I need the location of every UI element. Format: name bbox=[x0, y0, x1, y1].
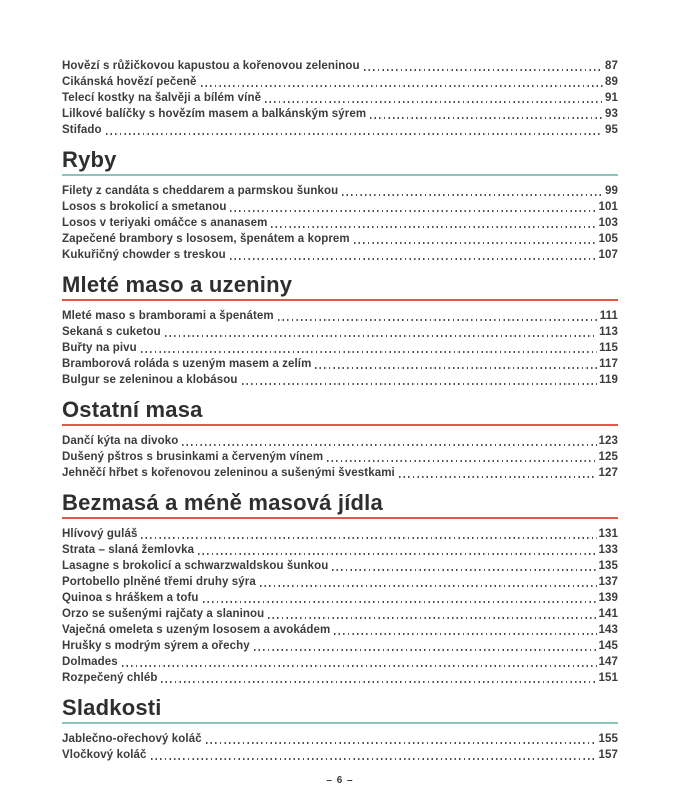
toc-section bbox=[62, 696, 618, 763]
entry-title: Hlívový guláš bbox=[62, 528, 138, 540]
toc-entry bbox=[62, 465, 618, 481]
entry-title: Hovězí s růžičkovou kapustou a kořenovou zeleninou bbox=[62, 60, 360, 72]
dot-leader bbox=[278, 319, 598, 321]
entry-page-number: 105 bbox=[598, 233, 618, 245]
toc-entry bbox=[62, 356, 618, 372]
entry-page-number: 135 bbox=[598, 560, 618, 572]
entry-page-number: 139 bbox=[598, 592, 618, 604]
section-underline bbox=[62, 424, 618, 426]
toc-sections bbox=[62, 58, 618, 763]
entry-title: Dušený pštros s brusinkami a červeným vínem bbox=[62, 451, 324, 463]
entry-page-number: 147 bbox=[598, 656, 618, 668]
entry-title: Lilkové balíčky s hovězím masem a balkánským sýrem bbox=[62, 108, 367, 120]
entry-page-number: 143 bbox=[598, 624, 618, 636]
entry-title: Strata – slaná žemlovka bbox=[62, 544, 195, 556]
dot-leader bbox=[265, 101, 603, 103]
entry-page-number: 101 bbox=[598, 201, 618, 213]
toc-entry bbox=[62, 558, 618, 574]
dot-leader bbox=[182, 444, 596, 446]
entry-title: Vločkový koláč bbox=[62, 749, 147, 761]
entry-page-number: 99 bbox=[605, 185, 618, 197]
dot-leader bbox=[268, 617, 596, 619]
toc-entry bbox=[62, 433, 618, 449]
entry-page-number: 113 bbox=[599, 326, 618, 338]
section-heading: Ostatní masa bbox=[62, 397, 203, 422]
entry-page-number: 107 bbox=[598, 249, 618, 261]
entry-page-number: 125 bbox=[598, 451, 618, 463]
entry-title: Dančí kýta na divoko bbox=[62, 435, 179, 447]
dot-leader bbox=[254, 649, 597, 651]
toc-entry bbox=[62, 90, 618, 106]
entry-title: Lasagne s brokolicí a schwarzwaldskou šunkou bbox=[62, 560, 329, 572]
dot-leader bbox=[106, 133, 603, 135]
entry-title: Telecí kostky na šalvěji a bílém víně bbox=[62, 92, 262, 104]
entry-page-number: 87 bbox=[605, 60, 618, 72]
dot-leader bbox=[165, 335, 597, 337]
toc-entry bbox=[62, 340, 618, 356]
entry-page-number: 131 bbox=[598, 528, 618, 540]
toc-entry bbox=[62, 183, 618, 199]
dot-leader bbox=[271, 226, 596, 228]
toc-entry bbox=[62, 308, 618, 324]
entry-page-number: 111 bbox=[599, 310, 618, 322]
toc-entry bbox=[62, 670, 618, 686]
section-heading: Ryby bbox=[62, 147, 117, 172]
toc-entry bbox=[62, 324, 618, 340]
entry-page-number: 103 bbox=[598, 217, 618, 229]
entry-page-number: 141 bbox=[598, 608, 618, 620]
toc-section bbox=[62, 58, 618, 138]
dot-leader bbox=[151, 758, 597, 760]
dot-leader bbox=[122, 665, 597, 667]
dot-leader bbox=[260, 585, 597, 587]
dot-leader bbox=[242, 383, 598, 385]
entry-title: Bramborová roláda s uzeným masem a zelím bbox=[62, 358, 312, 370]
toc-entry bbox=[62, 74, 618, 90]
entry-title: Quinoa s hráškem a tofu bbox=[62, 592, 199, 604]
section-underline bbox=[62, 517, 618, 519]
entry-title: Sekaná s cuketou bbox=[62, 326, 161, 338]
entry-page-number: 157 bbox=[598, 749, 618, 761]
dot-leader bbox=[141, 351, 597, 353]
entry-page-number: 133 bbox=[598, 544, 618, 556]
dot-leader bbox=[334, 633, 596, 635]
toc-entry bbox=[62, 106, 618, 122]
dot-leader bbox=[161, 681, 596, 683]
toc-entry bbox=[62, 526, 618, 542]
dot-leader bbox=[201, 85, 603, 87]
dot-leader bbox=[332, 569, 596, 571]
section-heading: Bezmasá a méně masová jídla bbox=[62, 490, 383, 515]
section-heading: Mleté maso a uzeniny bbox=[62, 272, 293, 297]
entry-page-number: 155 bbox=[598, 733, 618, 745]
entry-page-number: 91 bbox=[605, 92, 618, 104]
toc-entry bbox=[62, 731, 618, 747]
entry-title: Bulgur se zeleninou a klobásou bbox=[62, 374, 238, 386]
entry-title: Stifado bbox=[62, 124, 102, 136]
entry-page-number: 119 bbox=[599, 374, 618, 386]
entry-page-number: 95 bbox=[605, 124, 618, 136]
section-underline bbox=[62, 722, 618, 724]
toc-entry bbox=[62, 122, 618, 138]
toc-entry bbox=[62, 231, 618, 247]
toc-entry bbox=[62, 638, 618, 654]
entry-title: Cikánská hovězí pečeně bbox=[62, 76, 197, 88]
toc-entry bbox=[62, 654, 618, 670]
entry-page-number: 89 bbox=[605, 76, 618, 88]
page-number: – 6 – bbox=[326, 775, 354, 786]
dot-leader bbox=[370, 117, 603, 119]
dot-leader bbox=[315, 367, 597, 369]
dot-leader bbox=[364, 69, 603, 71]
toc-entry bbox=[62, 622, 618, 638]
entry-title: Filety z candáta s cheddarem a parmskou šunkou bbox=[62, 185, 339, 197]
dot-leader bbox=[399, 476, 597, 478]
toc-entry bbox=[62, 58, 618, 74]
toc-section bbox=[62, 148, 618, 263]
dot-leader bbox=[342, 194, 603, 196]
toc-entry bbox=[62, 542, 618, 558]
entry-title: Buřty na pivu bbox=[62, 342, 137, 354]
toc-entry bbox=[62, 372, 618, 388]
entry-title: Vaječná omeleta s uzeným lososem a avokádem bbox=[62, 624, 331, 636]
entry-page-number: 123 bbox=[598, 435, 618, 447]
toc-entry bbox=[62, 590, 618, 606]
toc-entry bbox=[62, 199, 618, 215]
entry-title: Hrušky s modrým sýrem a ořechy bbox=[62, 640, 250, 652]
toc-entry bbox=[62, 606, 618, 622]
entry-title: Losos v teriyaki omáčce s ananasem bbox=[62, 217, 268, 229]
entry-page-number: 117 bbox=[599, 358, 618, 370]
entry-page-number: 145 bbox=[598, 640, 618, 652]
toc-entry bbox=[62, 449, 618, 465]
dot-leader bbox=[206, 742, 597, 744]
dot-leader bbox=[141, 537, 596, 539]
entry-title: Zapečené brambory s lososem, špenátem a koprem bbox=[62, 233, 350, 245]
entry-title: Dolmades bbox=[62, 656, 118, 668]
toc-section bbox=[62, 491, 618, 686]
entry-title: Mleté maso s bramborami a špenátem bbox=[62, 310, 274, 322]
dot-leader bbox=[230, 258, 597, 260]
toc-entry bbox=[62, 247, 618, 263]
entry-title: Orzo se sušenými rajčaty a slaninou bbox=[62, 608, 265, 620]
entry-title: Rozpečený chléb bbox=[62, 672, 158, 684]
dot-leader bbox=[198, 553, 596, 555]
entry-page-number: 93 bbox=[605, 108, 618, 120]
entry-page-number: 151 bbox=[598, 672, 618, 684]
section-heading: Sladkosti bbox=[62, 695, 162, 720]
toc-entry bbox=[62, 747, 618, 763]
entry-title: Losos s brokolicí a smetanou bbox=[62, 201, 227, 213]
entry-page-number: 115 bbox=[599, 342, 618, 354]
dot-leader bbox=[203, 601, 597, 603]
entry-page-number: 137 bbox=[598, 576, 618, 588]
toc-entry bbox=[62, 215, 618, 231]
entry-page-number: 127 bbox=[598, 467, 618, 479]
entry-title: Portobello plněné třemi druhy sýra bbox=[62, 576, 256, 588]
entry-title: Jehněčí hřbet s kořenovou zeleninou a sušenými švestkami bbox=[62, 467, 395, 479]
entry-title: Jablečno-ořechový koláč bbox=[62, 733, 202, 745]
toc-entry bbox=[62, 574, 618, 590]
dot-leader bbox=[327, 460, 596, 462]
dot-leader bbox=[354, 242, 597, 244]
section-underline bbox=[62, 174, 618, 176]
dot-leader bbox=[230, 210, 596, 212]
toc-section bbox=[62, 273, 618, 388]
entry-title: Kukuřičný chowder s treskou bbox=[62, 249, 226, 261]
section-underline bbox=[62, 299, 618, 301]
toc-section bbox=[62, 398, 618, 481]
